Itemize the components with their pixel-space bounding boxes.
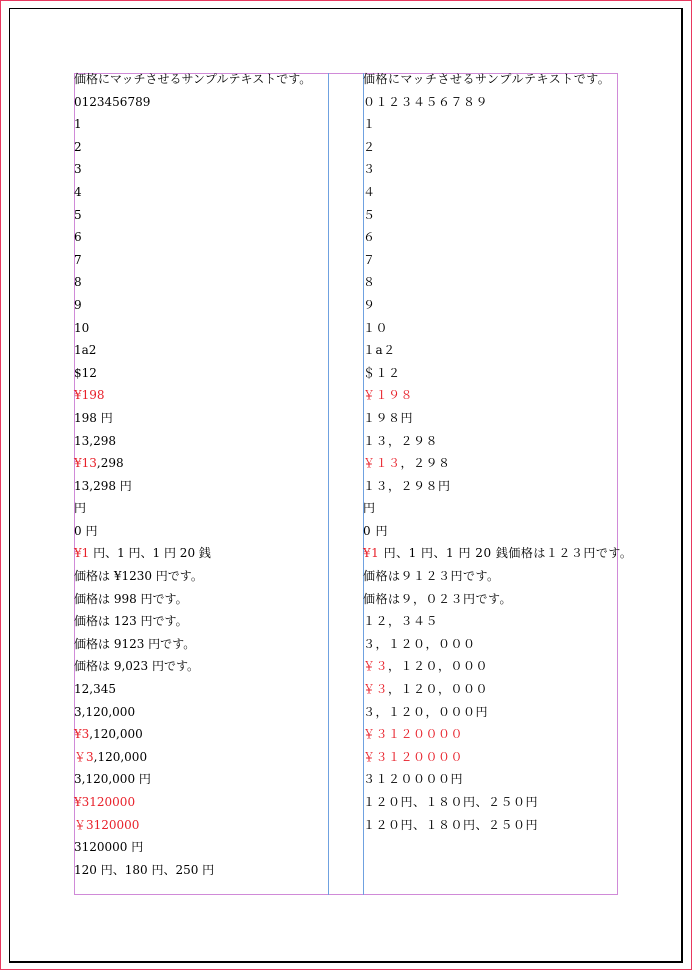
text-run: ,120,000 — [89, 727, 143, 742]
text-run: 円、1 円、1 円 20 銭 — [89, 546, 211, 561]
text-run: 価格は 998 円です。 — [74, 591, 188, 606]
text-line — [74, 362, 311, 385]
text-run: 価格は 9,023 円です。 — [74, 659, 200, 674]
text-run: ２ — [363, 139, 376, 154]
text-line — [363, 542, 632, 565]
text-line — [74, 91, 311, 114]
text-run: 価格は ¥1230 円です。 — [74, 569, 203, 584]
text-line — [363, 791, 632, 814]
currency-highlight: ¥13 — [74, 456, 97, 471]
text-line — [74, 68, 311, 91]
text-line — [363, 701, 632, 724]
text-line — [363, 339, 632, 362]
text-run: 1a2 — [74, 343, 97, 358]
currency-highlight: ¥198 — [74, 388, 105, 403]
text-run: １９８円 — [363, 410, 414, 425]
text-run: 2 — [74, 139, 82, 154]
text-run: 0 円 — [74, 523, 98, 538]
currency-highlight: ¥1 — [74, 546, 90, 561]
currency-highlight: ￥１９８ — [363, 388, 414, 403]
text-line — [74, 588, 311, 611]
text-line — [74, 339, 311, 362]
text-run: 3120000 円 — [74, 840, 144, 855]
currency-highlight: ¥3 — [74, 727, 90, 742]
text-run: 120 円、180 円、250 円 — [74, 862, 215, 877]
text-run: ,120,000 — [93, 749, 148, 764]
text-line — [74, 384, 311, 407]
text-run: ,298 — [96, 456, 124, 471]
text-line — [363, 723, 632, 746]
text-line — [74, 158, 311, 181]
text-line — [74, 407, 311, 430]
text-run: ，１２０，０００ — [388, 682, 489, 697]
text-line — [363, 520, 632, 543]
text-line — [363, 768, 632, 791]
text-line — [363, 565, 632, 588]
text-run: 0 円 — [363, 523, 388, 538]
text-line — [363, 452, 632, 475]
text-line — [74, 542, 311, 565]
text-line — [363, 226, 632, 249]
text-run: 価格にマッチさせるサンプルテキストです。 — [74, 72, 312, 86]
text-run: ０１２３４５６７８９ — [363, 94, 489, 109]
text-column-right — [363, 68, 632, 836]
text-run: ，２９８ — [400, 456, 451, 471]
text-line — [74, 475, 311, 498]
text-run: 10 — [74, 320, 90, 335]
text-line — [363, 317, 632, 340]
text-run: ３，１２０，０００ — [363, 636, 476, 651]
text-run: 8 — [74, 275, 82, 290]
text-line — [74, 113, 311, 136]
text-run: 9 — [74, 297, 82, 312]
text-run: 198 円 — [74, 410, 113, 425]
text-line — [74, 497, 311, 520]
text-line — [363, 158, 632, 181]
text-line — [363, 633, 632, 656]
text-run: ７ — [363, 252, 376, 267]
text-line — [74, 430, 311, 453]
text-line — [363, 407, 632, 430]
text-run: ６ — [363, 230, 376, 245]
text-line — [74, 746, 311, 769]
text-run: １０ — [363, 320, 389, 335]
text-line — [74, 701, 311, 724]
text-column-left — [74, 68, 311, 881]
text-line — [74, 294, 311, 317]
currency-highlight: ￥３１２００００ — [363, 749, 464, 764]
text-run: 1 — [74, 117, 82, 132]
currency-highlight: ￥3 — [74, 749, 94, 764]
text-line — [363, 588, 632, 611]
text-line — [74, 204, 311, 227]
text-run: 3 — [74, 162, 82, 177]
text-run: ３１２００００円 — [363, 772, 464, 787]
text-run: ４ — [363, 184, 376, 199]
text-line — [74, 181, 311, 204]
text-line — [74, 791, 311, 814]
text-line — [74, 836, 311, 859]
text-line — [363, 294, 632, 317]
text-run: 3,120,000 — [74, 704, 136, 719]
text-line — [363, 204, 632, 227]
text-run: ＄１２ — [363, 365, 401, 380]
text-run: 5 — [74, 207, 82, 222]
text-line — [363, 68, 632, 91]
text-run: １ — [363, 117, 376, 132]
text-line — [74, 859, 311, 882]
text-run: 13,298 — [74, 433, 116, 448]
text-line — [363, 746, 632, 769]
text-line — [363, 610, 632, 633]
text-run: 4 — [74, 184, 82, 199]
text-line — [74, 271, 311, 294]
currency-highlight: ￥３ — [363, 682, 389, 697]
text-line — [363, 678, 632, 701]
text-run: 価格は 123 円です。 — [74, 614, 188, 629]
text-line — [74, 633, 311, 656]
currency-highlight: ¥1 — [363, 546, 380, 561]
text-run: １a２ — [363, 343, 396, 358]
text-line — [74, 226, 311, 249]
text-line — [363, 655, 632, 678]
text-line — [363, 113, 632, 136]
text-run: 価格は９，０２３円です。 — [363, 591, 513, 606]
text-run: 価格にマッチさせるサンプルテキストです。 — [363, 72, 611, 86]
text-line — [74, 723, 311, 746]
currency-highlight: ￥3120000 — [74, 817, 140, 832]
text-run: 13,298 円 — [74, 478, 132, 493]
text-line — [74, 452, 311, 475]
text-run: 12,345 — [74, 682, 116, 697]
text-run: ，１２０，０００ — [388, 659, 489, 674]
currency-highlight: ¥3120000 — [74, 795, 136, 809]
text-run: ３，１２０，０００円 — [363, 704, 489, 719]
text-run: 3,120,000 円 — [74, 772, 151, 787]
text-line — [363, 362, 632, 385]
text-run: １２０円、１８０円、２５０円 — [363, 817, 539, 832]
text-line — [363, 91, 632, 114]
text-line — [74, 678, 311, 701]
text-line — [74, 520, 311, 543]
text-run: 価格は９１２３円です。 — [363, 569, 500, 584]
text-run: $12 — [74, 365, 97, 380]
text-run: １３，２９８円 — [363, 478, 451, 493]
text-line — [363, 814, 632, 837]
column-guide-left — [328, 73, 329, 895]
text-line — [74, 610, 311, 633]
text-run: ５ — [363, 207, 376, 222]
text-run: 円、1 円、1 円 20 銭価格は１２３円です。 — [379, 546, 633, 561]
text-line — [74, 249, 311, 272]
text-run: １３，２９８ — [363, 433, 439, 448]
text-line — [363, 384, 632, 407]
text-run: 円 — [363, 501, 376, 516]
text-line — [74, 136, 311, 159]
currency-highlight: ￥１３ — [363, 456, 401, 471]
text-line — [74, 814, 311, 837]
text-run: ９ — [363, 297, 376, 312]
text-line — [363, 475, 632, 498]
text-line — [363, 136, 632, 159]
text-line — [363, 181, 632, 204]
text-run: 価格は 9123 円です。 — [74, 636, 196, 651]
text-run: 7 — [74, 252, 82, 267]
text-run: １２０円、１８０円、２５０円 — [363, 795, 539, 809]
text-line — [363, 271, 632, 294]
text-run: 0123456789 — [74, 94, 151, 109]
text-line — [363, 430, 632, 453]
text-run: １２，３４５ — [363, 614, 439, 629]
text-line — [363, 249, 632, 272]
currency-highlight: ￥３ — [363, 659, 389, 674]
text-run: ８ — [363, 275, 376, 290]
text-line — [74, 655, 311, 678]
text-line — [363, 497, 632, 520]
text-run: 円 — [74, 501, 87, 516]
currency-highlight: ￥３１２００００ — [363, 727, 464, 742]
text-run: ３ — [363, 162, 376, 177]
text-run: 6 — [74, 230, 82, 245]
text-line — [74, 317, 311, 340]
text-line — [74, 768, 311, 791]
text-line — [74, 565, 311, 588]
